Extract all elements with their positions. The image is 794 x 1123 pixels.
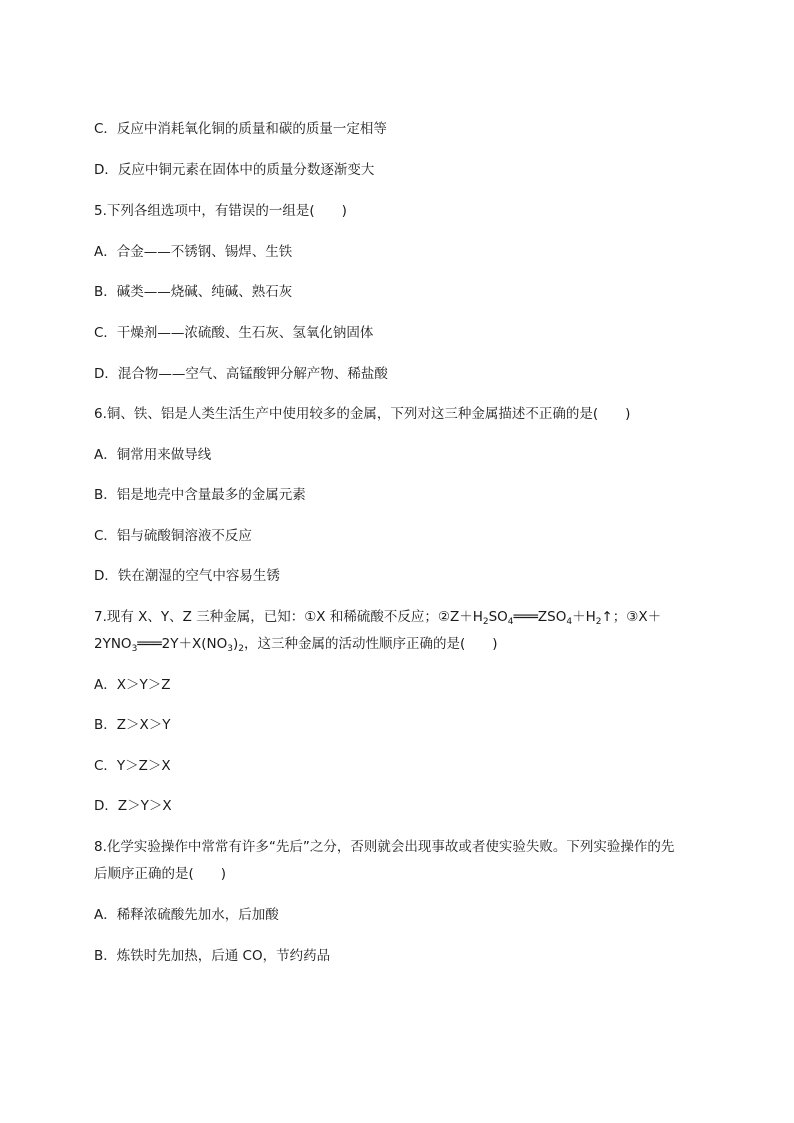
q6-option-c: C．铝与硫酸铜溶液不反应 <box>94 528 252 544</box>
q5-option-a: A．合金——不锈钢、锡焊、生铁 <box>94 244 293 260</box>
subscript: 4 <box>507 617 514 627</box>
q4-option-c: C．反应中消耗氧化铜的质量和碳的质量一定相等 <box>94 121 387 137</box>
q7-text-part: ═══2Y＋X(NO <box>137 636 228 652</box>
q7-option-d: D．Z＞Y＞X <box>94 798 172 814</box>
q5-option-d: D．混合物——空气、高锰酸钾分解产物、稀盐酸 <box>94 366 388 382</box>
subscript: 3 <box>131 644 138 654</box>
q6-option-a: A．铜常用来做导线 <box>94 447 212 463</box>
q8-option-a: A．稀释浓硫酸先加水，后加酸 <box>94 907 279 923</box>
q7-option-a: A．X＞Y＞Z <box>94 677 171 693</box>
q7-stem-line2 <box>94 634 498 659</box>
q4-option-d: D．反应中铜元素在固体中的质量分数逐渐变大 <box>94 162 375 178</box>
q7-text-part: ＋H <box>572 609 596 625</box>
q7-text-part: SO <box>488 609 508 625</box>
q6-option-b: B．铝是地壳中含量最多的金属元素 <box>94 487 306 503</box>
q7-text-part: 7.现有 X、Y、Z 三种金属，已知：①X 和稀硫酸不反应；②Z＋H <box>94 609 483 625</box>
subscript: 3 <box>227 644 233 654</box>
q8-option-b: B．炼铁时先加热，后通 CO，节约药品 <box>94 948 331 964</box>
q5-option-c: C．干燥剂——浓硫酸、生石灰、氢氧化钠固体 <box>94 325 374 341</box>
q7-option-c: C．Y＞Z＞X <box>94 758 171 774</box>
q5-stem: 5.下列各组选项中，有错误的一组是( ) <box>94 203 347 219</box>
subscript: 4 <box>566 617 573 627</box>
q7-stem-line1 <box>94 607 661 632</box>
q6-stem: 6.铜、铁、铝是人类生活生产中使用较多的金属，下列对这三种金属描述不正确的是( ) <box>94 406 631 422</box>
q7-text-part: ) <box>233 636 239 652</box>
q8-stem-line2: 后顺序正确的是( ) <box>94 866 227 882</box>
subscript: 2 <box>595 617 602 627</box>
q7-text-part: ，这三种金属的活动性顺序正确的是( ) <box>244 636 498 652</box>
q7-text-part: 2YNO <box>94 636 132 652</box>
q7-text-part: ═══ZSO <box>513 609 567 625</box>
q7-option-b: B．Z＞X＞Y <box>94 717 171 733</box>
subscript: 2 <box>482 617 489 627</box>
q7-text-part: ↑；③X＋ <box>601 609 662 625</box>
subscript: 2 <box>238 644 245 654</box>
q5-option-b: B．碱类——烧碱、纯碱、熟石灰 <box>94 284 293 300</box>
q8-stem-line1: 8.化学实验操作中常常有许多“先后”之分，否则就会出现事故或者使实验失败。下列实验操作的先 <box>94 839 675 855</box>
q6-option-d: D．铁在潮湿的空气中容易生锈 <box>94 568 280 584</box>
